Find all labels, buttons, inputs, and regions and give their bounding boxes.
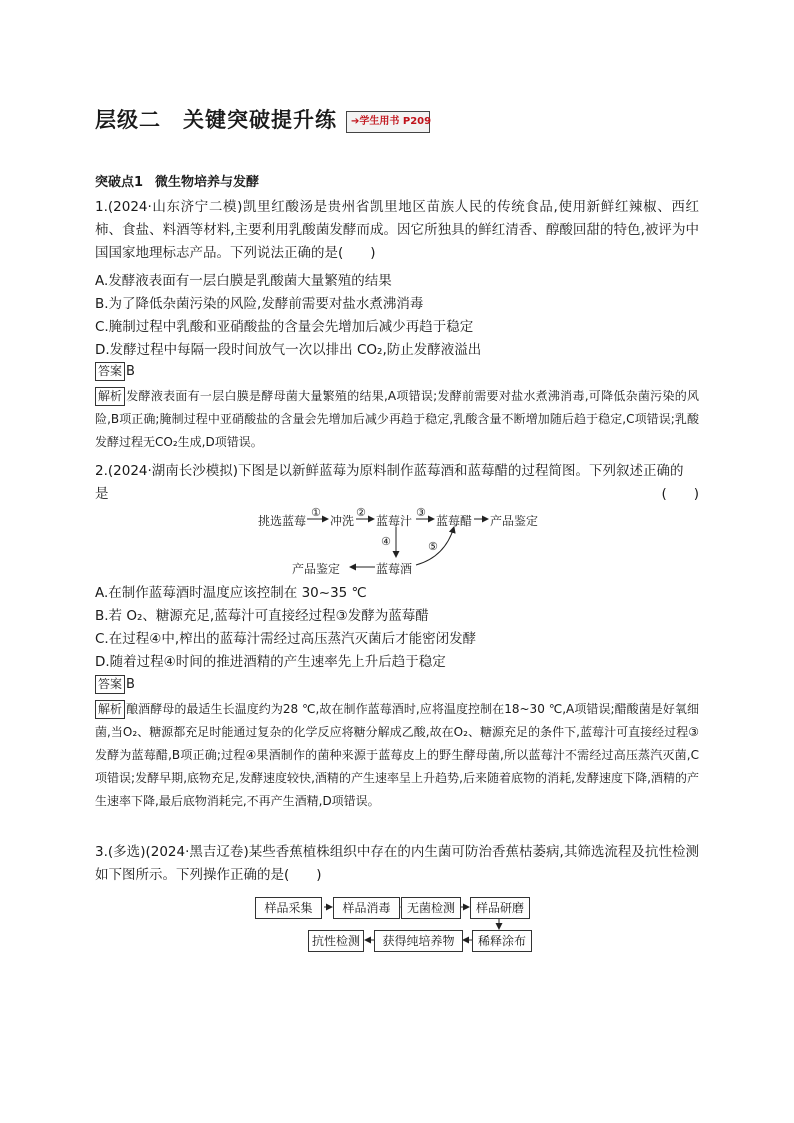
flow-node-2: 冲洗 [330, 514, 355, 528]
flow-node-3: 蓝莓汁 [376, 514, 413, 528]
explain-tag: 解析 [95, 700, 125, 719]
section-name: 微生物培养与发酵 [155, 175, 260, 190]
q3-box-3: 无菌检测 [401, 897, 461, 919]
section-label: 突破点1 [95, 175, 144, 190]
flow-step-3: ③ [416, 506, 426, 519]
explanation-text: 酿酒酵母的最适生长温度约为28 ℃,故在制作蓝莓酒时,应将温度控制在18~30 ℃,A项错误;醋酸菌是好氧细菌,当O₂、糖源都充足时能通过复杂的化学反应将糖分解成乙酸,故在O₂、糖源充足的条件下,蓝莓汁可直接经过程③发酵为蓝莓醋,B项正确;过程④果酒制作的菌种来源于蓝莓皮上的野生酵母菌,所以蓝莓汁不需经过高压蒸汽灭菌,C项错误;发酵早期,底物充足,发酵速度较快,酒精的产生速率呈上升趋势,后来随着底物的消耗,发酵速度下降,酒精的产生速率下降,最后底物消耗完,不再产生酒精,D项错误。 [95, 702, 699, 808]
flow-step-1: ① [311, 506, 321, 519]
flow-node-5: 产品鉴定 [490, 514, 539, 528]
flow-node-4: 蓝莓醋 [436, 514, 473, 528]
q3-box-7: 抗性检测 [308, 930, 364, 952]
flow-node-7: 产品鉴定 [292, 562, 341, 576]
explanation-text: 发酵液表面有一层白膜是酵母菌大量繁殖的结果,A项错误;发酵前需要对盐水煮沸消毒,可降低杂菌污染的风险,B项正确;腌制过程中亚硝酸盐的含量会先增加后减少再趋于稳定,乳酸含量不断增加随后趋于稳定,C项错误;乳酸发酵过程无CO₂生成,D项错误。 [95, 389, 699, 449]
q1-option-a: A.发酵液表面有一层白膜是乳酸菌大量繁殖的结果 [95, 273, 392, 289]
q2-option-b: B.若 O₂、糖源充足,蓝莓汁可直接经过程③发酵为蓝莓醋 [95, 608, 429, 624]
answer-value: B [126, 364, 135, 379]
section-heading [95, 171, 259, 190]
student-book-badge [346, 111, 430, 133]
q1-option-b: B.为了降低杂菌污染的风险,发酵前需要对盐水煮沸消毒 [95, 296, 424, 312]
badge-text: 学生用书 P209 [359, 116, 432, 127]
q2-paren: ( ) [661, 486, 699, 502]
q1-explanation [95, 385, 699, 454]
q3-stem: 3.(多选)(2024·黑吉辽卷)某些香蕉植株组织中存在的内生菌可防治香蕉枯萎病,其筛选流程及抗性检测如下图所示。下列操作正确的是( ) [95, 844, 699, 883]
q1-option-c: C.腌制过程中乳酸和亚硝酸盐的含量会先增加后减少再趋于稳定 [95, 319, 474, 335]
title-main: 关键突破提升练 [183, 108, 337, 132]
q2-option-d: D.随着过程④时间的推进酒精的产生速率先上升后趋于稳定 [95, 654, 446, 670]
q2-explanation [95, 698, 699, 813]
q2-option-a: A.在制作蓝莓酒时温度应该控制在 30~35 ℃ [95, 585, 367, 601]
title-level: 层级二 [95, 108, 161, 132]
q3-box-5: 稀释涂布 [472, 930, 532, 952]
q2-stem-line1: 2.(2024·湖南长沙模拟)下图是以新鲜蓝莓为原料制作蓝莓酒和蓝莓醋的过程简图。下列叙述正确的 [95, 463, 684, 479]
flow-node-6: 蓝莓酒 [376, 562, 413, 576]
q3-box-6: 获得纯培养物 [374, 930, 463, 952]
flow-step-2: ② [356, 506, 366, 519]
q2-stem-tail: 是 [95, 486, 109, 502]
page-title [95, 104, 337, 134]
q1-option-d: D.发酵过程中每隔一段时间放气一次以排出 CO₂,防止发酵液溢出 [95, 342, 482, 358]
q2-option-c: C.在过程④中,榨出的蓝莓汁需经过高压蒸汽灭菌后才能密闭发酵 [95, 631, 477, 647]
q3-box-2: 样品消毒 [333, 897, 400, 919]
flow-step-4: ④ [381, 535, 391, 548]
answer-tag: 答案 [95, 675, 125, 694]
arrow-icon: ➔ [351, 116, 360, 127]
q3-box-4: 样品研磨 [470, 897, 530, 919]
q1-answer [95, 362, 135, 381]
answer-tag: 答案 [95, 362, 125, 381]
q3-box-1: 样品采集 [255, 897, 322, 919]
answer-value: B [126, 677, 135, 692]
flow-step-5: ⑤ [428, 540, 438, 553]
q2-answer [95, 675, 135, 694]
explain-tag: 解析 [95, 387, 125, 406]
flow-node-1: 挑选蓝莓 [258, 514, 307, 528]
q2-stem-line2 [95, 482, 699, 502]
q1-stem: 1.(2024·山东济宁二模)凯里红酸汤是贵州省凯里地区苗族人民的传统食品,使用新鲜红辣椒、西红柿、食盐、料酒等材料,主要利用乳酸菌发酵而成。因它所独具的鲜红清香、醇酸回甜的特色,被评为中国国家地理标志产品。下列说法正确的是( ) [95, 199, 699, 261]
